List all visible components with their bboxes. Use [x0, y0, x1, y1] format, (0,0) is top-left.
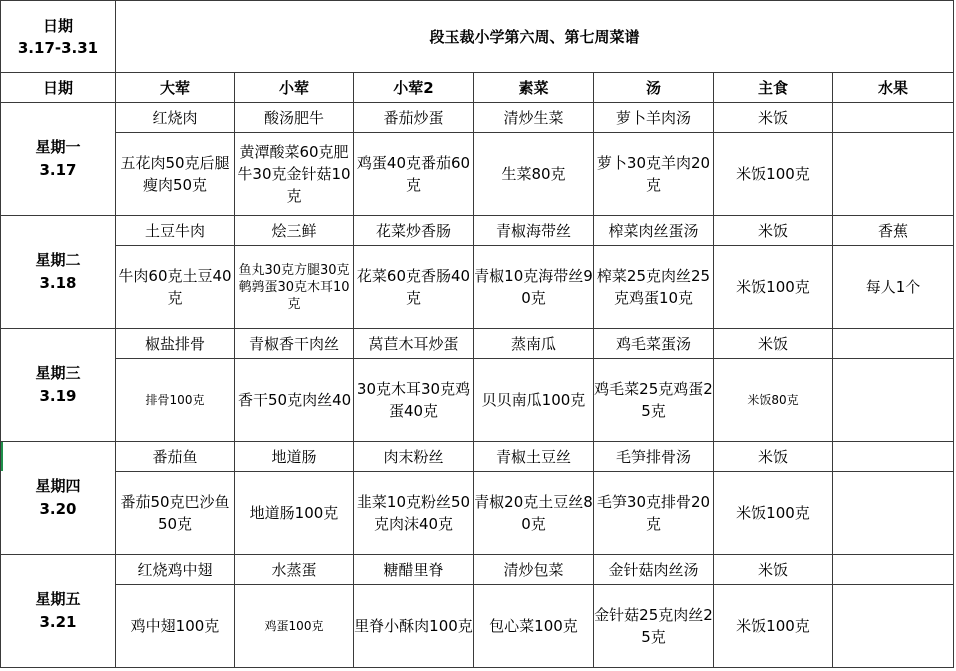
- detail-cell[interactable]: 包心菜100克: [474, 585, 594, 668]
- dish-cell[interactable]: 金针菇肉丝汤: [594, 555, 714, 585]
- dish-cell[interactable]: 清炒生菜: [474, 103, 594, 133]
- table-row: [1, 359, 954, 442]
- dish-cell[interactable]: [833, 442, 954, 472]
- menu-title[interactable]: 段玉裁小学第六周、第七周菜谱: [116, 1, 954, 73]
- day-date: 3.18: [39, 274, 77, 292]
- dish-cell[interactable]: 烩三鲜: [235, 216, 354, 246]
- day-cell-wednesday[interactable]: [1, 329, 116, 442]
- day-date: 3.20: [39, 500, 77, 518]
- table-row: [1, 329, 954, 359]
- day-name: 星期三: [35, 364, 81, 382]
- dish-cell[interactable]: 榨菜肉丝蛋汤: [594, 216, 714, 246]
- dish-cell[interactable]: 萝卜羊肉汤: [594, 103, 714, 133]
- table-row: [1, 555, 954, 585]
- day-cell-tuesday[interactable]: [1, 216, 116, 329]
- dish-cell[interactable]: [833, 103, 954, 133]
- detail-cell[interactable]: [833, 133, 954, 216]
- detail-cell[interactable]: 米饭100克: [714, 246, 833, 329]
- col-header-big-meat[interactable]: 大荤: [116, 73, 235, 103]
- detail-cell[interactable]: 鱼丸30克方腿30克鹌鹑蛋30克木耳10克: [235, 246, 354, 329]
- detail-cell[interactable]: 毛笋30克排骨20克: [594, 472, 714, 555]
- detail-cell[interactable]: [833, 472, 954, 555]
- detail-cell[interactable]: 排骨100克: [116, 359, 235, 442]
- day-cell-friday[interactable]: [1, 555, 116, 668]
- detail-cell[interactable]: 番茄50克巴沙鱼50克: [116, 472, 235, 555]
- col-header-date[interactable]: 日期: [1, 73, 116, 103]
- day-name: 星期四: [35, 477, 81, 495]
- detail-cell[interactable]: 每人1个: [833, 246, 954, 329]
- day-cell-monday[interactable]: [1, 103, 116, 216]
- detail-cell[interactable]: 米饭100克: [714, 472, 833, 555]
- detail-cell[interactable]: 萝卜30克羊肉20克: [594, 133, 714, 216]
- table-row: [1, 246, 954, 329]
- col-header-soup[interactable]: 汤: [594, 73, 714, 103]
- col-header-staple[interactable]: 主食: [714, 73, 833, 103]
- detail-cell[interactable]: 里脊小酥肉100克: [354, 585, 474, 668]
- dish-cell[interactable]: 米饭: [714, 442, 833, 472]
- dish-cell[interactable]: 米饭: [714, 103, 833, 133]
- dish-cell[interactable]: 花菜炒香肠: [354, 216, 474, 246]
- day-date: 3.19: [39, 387, 77, 405]
- column-header-row: [1, 73, 954, 103]
- detail-cell[interactable]: 米饭100克: [714, 133, 833, 216]
- dish-cell[interactable]: 椒盐排骨: [116, 329, 235, 359]
- dish-cell[interactable]: 土豆牛肉: [116, 216, 235, 246]
- day-name: 星期五: [35, 590, 81, 608]
- table-row: [1, 585, 954, 668]
- table-row: [1, 472, 954, 555]
- dish-cell[interactable]: 番茄鱼: [116, 442, 235, 472]
- dish-cell[interactable]: 红烧鸡中翅: [116, 555, 235, 585]
- detail-cell[interactable]: 花菜60克香肠40克: [354, 246, 474, 329]
- detail-cell[interactable]: 黄潭酸菜60克肥牛30克金针菇10克: [235, 133, 354, 216]
- detail-cell[interactable]: 鸡毛菜25克鸡蛋25克: [594, 359, 714, 442]
- day-name: 星期二: [35, 251, 81, 269]
- detail-cell[interactable]: 30克木耳30克鸡蛋40克: [354, 359, 474, 442]
- dish-cell[interactable]: 红烧肉: [116, 103, 235, 133]
- date-label: 日期: [42, 16, 73, 35]
- dish-cell[interactable]: 米饭: [714, 329, 833, 359]
- detail-cell[interactable]: 牛肉60克土豆40克: [116, 246, 235, 329]
- dish-cell[interactable]: 青椒香干肉丝: [235, 329, 354, 359]
- dish-cell[interactable]: 糖醋里脊: [354, 555, 474, 585]
- table-row: [1, 133, 954, 216]
- col-header-small-meat[interactable]: 小荤: [235, 73, 354, 103]
- detail-cell[interactable]: 韭菜10克粉丝50克肉沫40克: [354, 472, 474, 555]
- dish-cell[interactable]: 毛笋排骨汤: [594, 442, 714, 472]
- detail-cell[interactable]: 香干50克肉丝40: [235, 359, 354, 442]
- detail-cell[interactable]: 榨菜25克肉丝25克鸡蛋10克: [594, 246, 714, 329]
- detail-cell[interactable]: 地道肠100克: [235, 472, 354, 555]
- detail-cell[interactable]: [833, 585, 954, 668]
- detail-cell[interactable]: 鸡蛋40克番茄60克: [354, 133, 474, 216]
- detail-cell[interactable]: [833, 359, 954, 442]
- table-row: [1, 442, 954, 472]
- dish-cell[interactable]: 水蒸蛋: [235, 555, 354, 585]
- detail-cell[interactable]: 青椒20克土豆丝80克: [474, 472, 594, 555]
- detail-cell[interactable]: 贝贝南瓜100克: [474, 359, 594, 442]
- dish-cell[interactable]: 米饭: [714, 555, 833, 585]
- detail-cell[interactable]: 五花肉50克后腿瘦肉50克: [116, 133, 235, 216]
- dish-cell[interactable]: 酸汤肥牛: [235, 103, 354, 133]
- dish-cell[interactable]: 番茄炒蛋: [354, 103, 474, 133]
- dish-cell[interactable]: 青椒海带丝: [474, 216, 594, 246]
- detail-cell[interactable]: 米饭100克: [714, 585, 833, 668]
- col-header-small-meat-2[interactable]: 小荤2: [354, 73, 474, 103]
- dish-cell[interactable]: [833, 329, 954, 359]
- col-header-fruit[interactable]: 水果: [833, 73, 954, 103]
- dish-cell[interactable]: 香蕉: [833, 216, 954, 246]
- dish-cell[interactable]: 地道肠: [235, 442, 354, 472]
- detail-cell[interactable]: 金针菇25克肉丝25克: [594, 585, 714, 668]
- date-range-cell[interactable]: [1, 1, 116, 73]
- day-cell-thursday[interactable]: [1, 442, 116, 555]
- dish-cell[interactable]: 蒸南瓜: [474, 329, 594, 359]
- dish-cell[interactable]: [833, 555, 954, 585]
- dish-cell[interactable]: 鸡毛菜蛋汤: [594, 329, 714, 359]
- dish-cell[interactable]: 清炒包菜: [474, 555, 594, 585]
- table-row: [1, 103, 954, 133]
- detail-cell[interactable]: 鸡蛋100克: [235, 585, 354, 668]
- table-row: [1, 216, 954, 246]
- detail-cell[interactable]: 米饭80克: [714, 359, 833, 442]
- detail-cell[interactable]: 生菜80克: [474, 133, 594, 216]
- day-date: 3.21: [39, 613, 77, 631]
- detail-cell[interactable]: 青椒10克海带丝90克: [474, 246, 594, 329]
- day-name: 星期一: [35, 138, 81, 156]
- dish-cell[interactable]: 青椒土豆丝: [474, 442, 594, 472]
- dish-cell[interactable]: 米饭: [714, 216, 833, 246]
- detail-cell[interactable]: 鸡中翅100克: [116, 585, 235, 668]
- dish-cell[interactable]: 莴苣木耳炒蛋: [354, 329, 474, 359]
- date-range: 3.17-3.31: [17, 38, 99, 57]
- col-header-vegetable[interactable]: 素菜: [474, 73, 594, 103]
- day-date: 3.17: [39, 161, 77, 179]
- dish-cell[interactable]: 肉末粉丝: [354, 442, 474, 472]
